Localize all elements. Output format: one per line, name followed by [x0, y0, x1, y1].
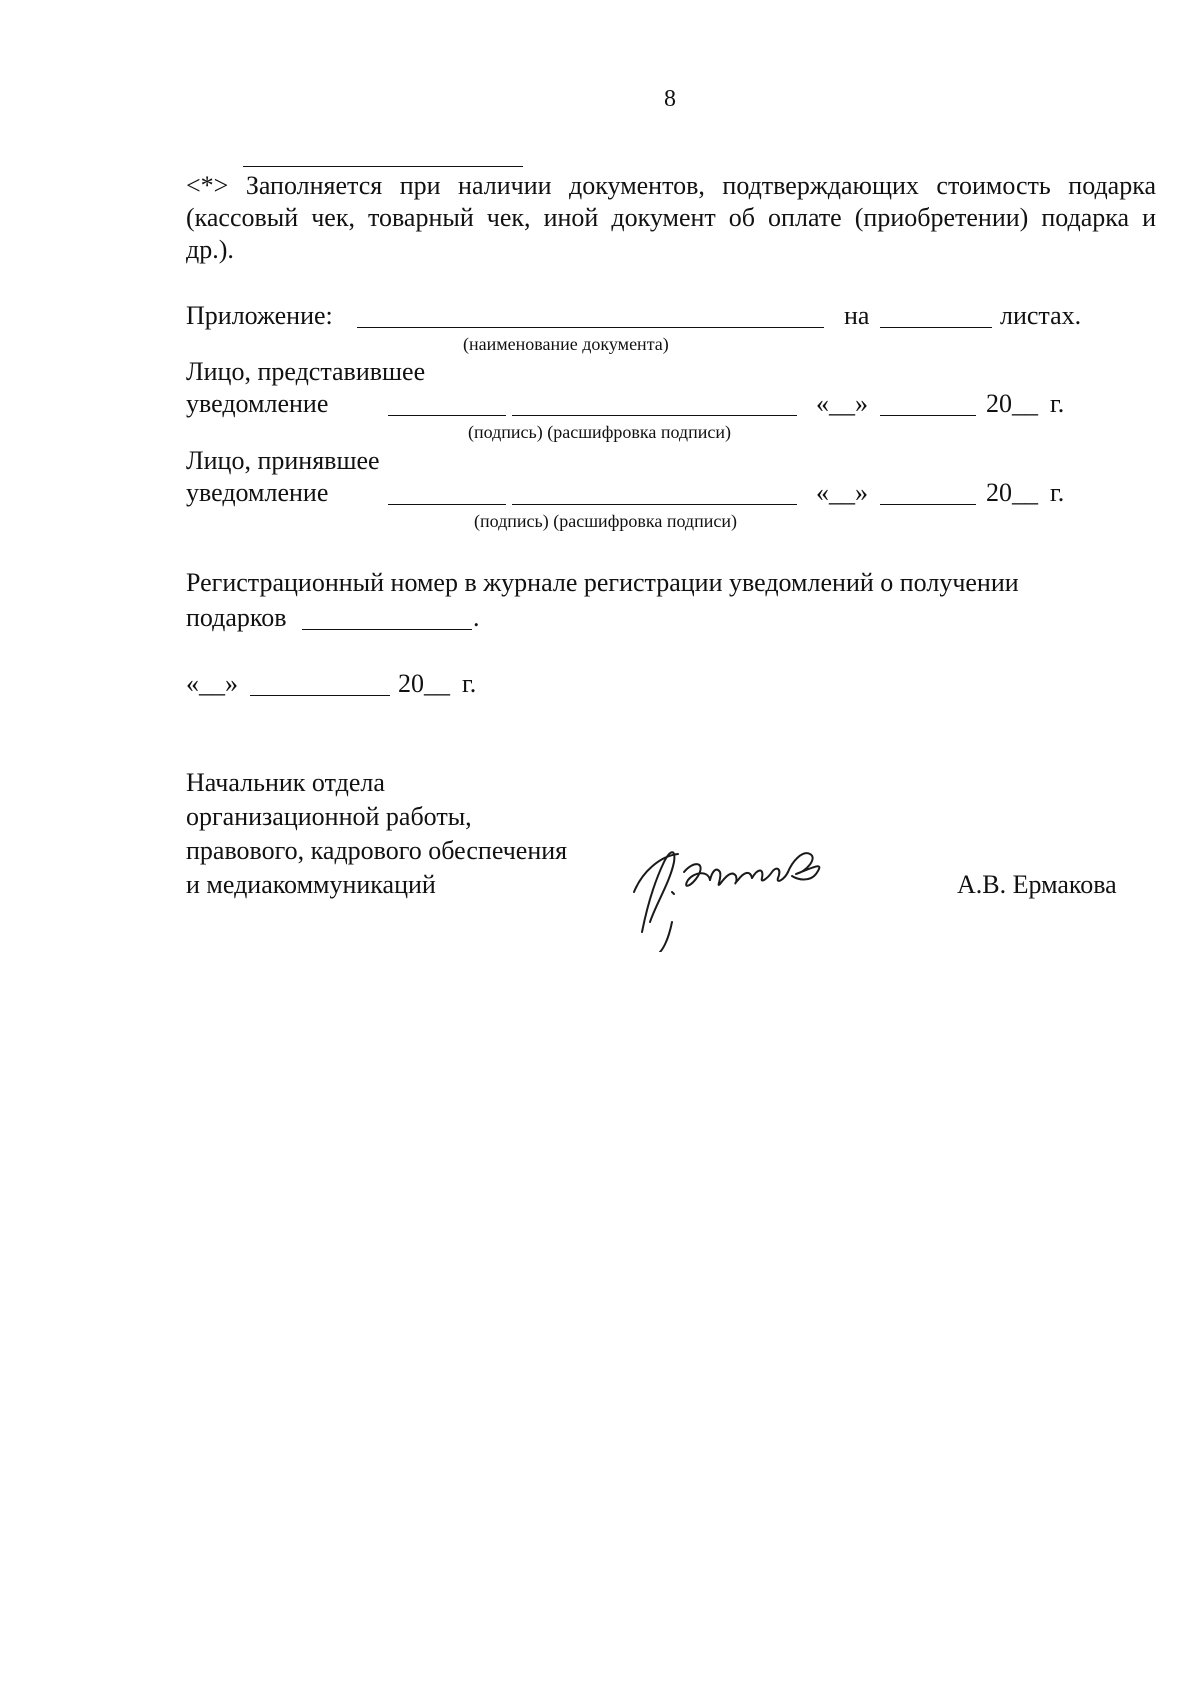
signatory-name: А.В. Ермакова: [957, 870, 1117, 899]
submitter-caption: (подпись) (расшифровка подписи): [468, 422, 731, 442]
registration-period: .: [473, 603, 480, 632]
receiver-month-line: [880, 504, 976, 505]
submitter-date-quote: «__»: [816, 389, 868, 418]
receiver-signature-line: [388, 504, 506, 505]
registration-number-line: [302, 629, 472, 630]
date-month-line: [250, 695, 390, 696]
footnote-line-3: др.).: [186, 235, 234, 264]
registration-line-2: подарков: [186, 603, 287, 632]
footnote-line-2: (кассовый чек, товарный чек, иной документ об оплате (приобретении) подарка и: [186, 203, 1156, 232]
submitter-month-line: [880, 415, 976, 416]
submitter-g: г.: [1050, 389, 1065, 418]
submitter-year: 20__: [986, 389, 1038, 418]
receiver-g: г.: [1050, 478, 1065, 507]
handwritten-signature: [612, 832, 852, 952]
registration-line-1: Регистрационный номер в журнале регистрации уведомлений о получении: [186, 568, 1019, 597]
receiver-date-quote: «__»: [816, 478, 868, 507]
signatory-position-line-4: и медиакоммуникаций: [186, 870, 436, 899]
attachment-label: Приложение:: [186, 301, 333, 330]
signatory-position-line-3: правового, кадрового обеспечения: [186, 836, 568, 865]
submitter-decoding-line: [512, 415, 797, 416]
receiver-decoding-line: [512, 504, 797, 505]
footnote-separator: [243, 166, 523, 167]
attachment-sheets-line: [880, 327, 992, 328]
receiver-caption: (подпись) (расшифровка подписи): [474, 511, 737, 531]
footnote-line-1: <*> Заполняется при наличии документов, подтверждающих стоимость подарка: [186, 171, 1156, 200]
receiver-label-line-2: уведомление: [186, 478, 329, 507]
attachment-document-line: [357, 327, 824, 328]
submitter-label-line-2: уведомление: [186, 389, 329, 418]
signatory-position-line-2: организационной работы,: [186, 802, 472, 831]
attachment-sheets: листах.: [1000, 301, 1082, 330]
date-quote: «__»: [186, 669, 238, 698]
date-g: г.: [462, 669, 477, 698]
submitter-signature-line: [388, 415, 506, 416]
receiver-label-line-1: Лицо, принявшее: [186, 446, 380, 475]
page-number: 8: [664, 86, 676, 112]
signatory-position-line-1: Начальник отдела: [186, 768, 385, 797]
attachment-caption: (наименование документа): [463, 334, 669, 354]
receiver-year: 20__: [986, 478, 1038, 507]
attachment-on: на: [844, 301, 870, 330]
submitter-label-line-1: Лицо, представившее: [186, 357, 426, 386]
date-year: 20__: [398, 669, 450, 698]
